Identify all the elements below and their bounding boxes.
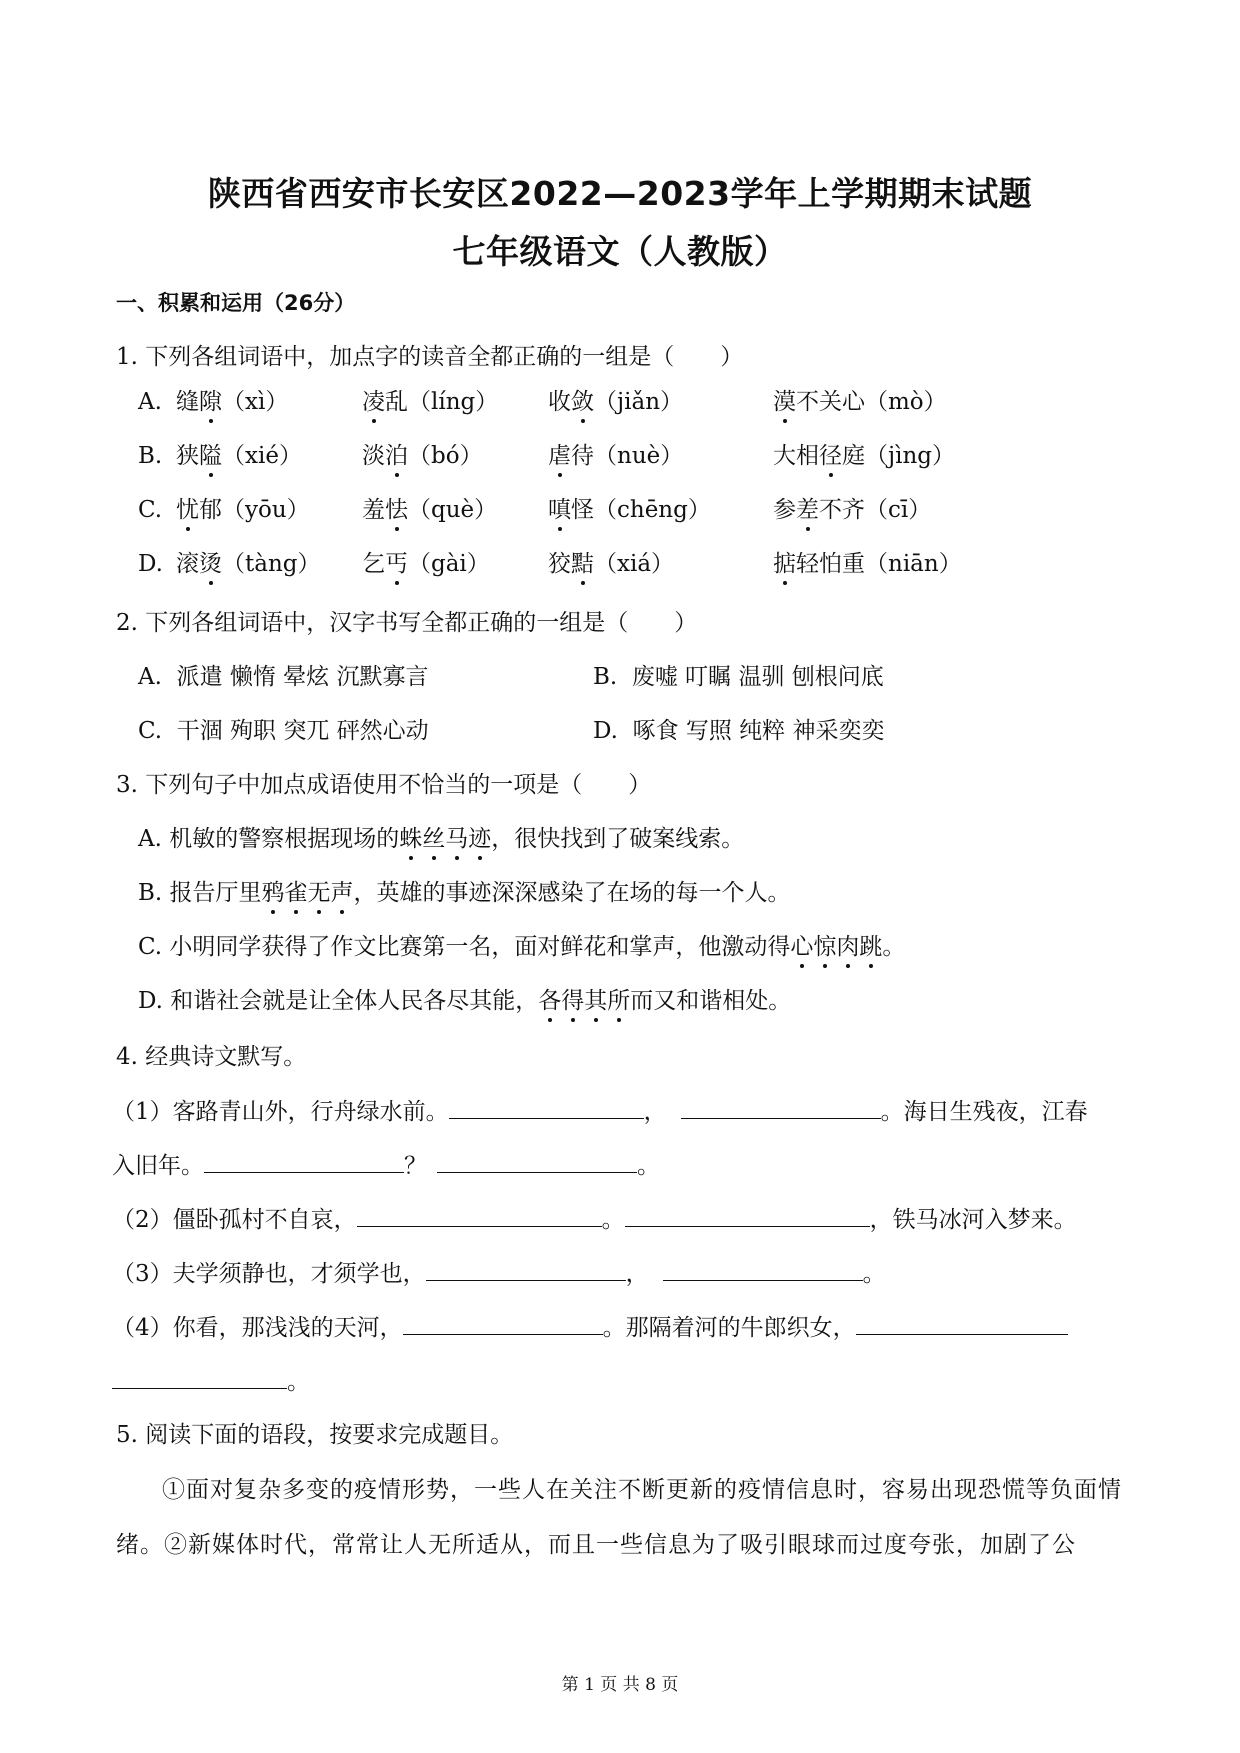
- word-part: 轻怕重: [796, 551, 865, 577]
- question-1-word: [773, 387, 947, 417]
- poem-text: 。海日生残夜，江春: [880, 1099, 1088, 1125]
- dotted-character: 忧: [176, 497, 199, 523]
- question-1-option-letter: D.: [138, 551, 163, 577]
- question-5-stem: 5. 阅读下面的语段，按要求完成题目。: [116, 1422, 514, 1448]
- word-part: 狭: [176, 443, 199, 469]
- poem-text: （2）僵卧孤村不自哀，: [112, 1207, 357, 1233]
- word-part: 羞: [362, 497, 385, 523]
- dotted-character: 跳: [859, 934, 883, 960]
- dotted-character: 黠: [571, 551, 594, 577]
- answer-blank[interactable]: [204, 1150, 404, 1173]
- option-text: 机敏的警察根据现场的: [169, 826, 400, 852]
- pinyin-annotation: （niān）: [865, 551, 962, 577]
- exam-subtitle: 七年级语文（人教版）: [452, 232, 788, 271]
- dotted-character: 径: [819, 443, 842, 469]
- pinyin-annotation: （què）: [408, 497, 498, 523]
- pinyin-annotation: （jìng）: [865, 443, 956, 469]
- dotted-character: 嗔: [548, 497, 571, 523]
- pinyin-annotation: （yōu）: [222, 497, 310, 523]
- word-part: 乞: [362, 551, 385, 577]
- dotted-idiom: [538, 988, 630, 1014]
- option-text: 和谐社会就是让全体人民各尽其能，: [170, 988, 539, 1014]
- question-1-option-letter: B.: [138, 443, 163, 469]
- dotted-character: 丐: [385, 551, 408, 577]
- option-text: 干涸 殉职 突兀 砰然心动: [176, 718, 429, 744]
- poem-item-3: [112, 1258, 886, 1289]
- question-3-option-b: [138, 878, 791, 908]
- option-letter: A.: [138, 664, 162, 690]
- question-1-word: [176, 549, 321, 579]
- word-part: 郁: [199, 497, 222, 523]
- dotted-character: 泊: [385, 443, 408, 469]
- dotted-character: 虐: [548, 443, 571, 469]
- dotted-character: 雀: [284, 880, 308, 906]
- question-2-option-a: [138, 662, 428, 692]
- pinyin-annotation: （tàng）: [222, 551, 321, 577]
- question-2-option-d: [593, 716, 885, 746]
- question-4-stem: 4. 经典诗文默写。: [116, 1044, 307, 1070]
- pinyin-annotation: （bó）: [408, 443, 483, 469]
- dotted-character: 心: [790, 934, 814, 960]
- word-part: 怪: [571, 497, 594, 523]
- option-letter: C.: [138, 934, 163, 960]
- poem-text: 入旧年。: [112, 1153, 204, 1179]
- pinyin-annotation: （gài）: [408, 551, 490, 577]
- option-letter: B.: [138, 880, 163, 906]
- option-text: ，很快找到了破案线索。: [491, 826, 745, 852]
- answer-blank[interactable]: [437, 1150, 637, 1173]
- option-text: 而又和谐相处。: [630, 988, 792, 1014]
- answer-blank[interactable]: [357, 1204, 602, 1227]
- dotted-character: 声: [330, 880, 354, 906]
- question-1-option-letter: C.: [138, 497, 163, 523]
- question-2-stem: 2. 下列各组词语中，汉字书写全都正确的一组是（ ）: [116, 610, 698, 636]
- answer-blank[interactable]: [681, 1096, 881, 1119]
- dotted-character: 无: [307, 880, 331, 906]
- poem-text: （4）你看，那浅浅的天河，: [112, 1315, 403, 1341]
- poem-text: （3）夫学须静也，才须学也，: [112, 1261, 426, 1287]
- pinyin-annotation: （mò）: [865, 389, 947, 415]
- dotted-character: 马: [445, 826, 469, 852]
- dotted-character: 掂: [773, 551, 796, 577]
- word-part: 参: [773, 497, 796, 523]
- pinyin-annotation: （chēng）: [594, 497, 711, 523]
- pinyin-annotation: （líng）: [408, 389, 499, 415]
- dotted-idiom: [262, 880, 354, 906]
- page-number: 第 1 页 共 8 页: [561, 1675, 679, 1695]
- dotted-character: 敛: [571, 389, 594, 415]
- dotted-character: 鸦: [261, 880, 285, 906]
- dotted-character: 怯: [385, 497, 408, 523]
- poem-text: ，: [625, 1261, 649, 1287]
- question-1-word: [548, 549, 674, 579]
- option-letter: B.: [593, 664, 618, 690]
- question-1-word: [362, 495, 497, 525]
- word-part: 不关心: [796, 389, 865, 415]
- question-1-option-letter: A.: [138, 389, 162, 415]
- dotted-character: 肉: [836, 934, 860, 960]
- dotted-character: 其: [584, 988, 608, 1014]
- pinyin-annotation: （cī）: [865, 497, 932, 523]
- dotted-character: 所: [607, 988, 631, 1014]
- dotted-character: 丝: [422, 826, 446, 852]
- dotted-idiom: [399, 826, 491, 852]
- word-part: 不齐: [819, 497, 865, 523]
- question-2-option-c: [138, 716, 429, 746]
- question-1-word: [362, 549, 490, 579]
- poem-text: 。: [862, 1261, 886, 1287]
- pinyin-annotation: （nuè）: [594, 443, 684, 469]
- pinyin-annotation: （xié）: [222, 443, 302, 469]
- option-text: 废嘘 叮瞩 温驯 刨根问底: [631, 664, 884, 690]
- question-1-word: [176, 387, 288, 417]
- word-part: 滚: [176, 551, 199, 577]
- word-part: 庭: [842, 443, 865, 469]
- word-part: 乱: [385, 389, 408, 415]
- poem-text: 。: [601, 1207, 625, 1233]
- dotted-character: 凌: [362, 389, 385, 415]
- dotted-character: 迹: [468, 826, 492, 852]
- dotted-idiom: [790, 934, 882, 960]
- option-text: 派遣 懒惰 晕炫 沉默寡言: [176, 664, 429, 690]
- question-1-word: [362, 441, 483, 471]
- dotted-character: 漠: [773, 389, 796, 415]
- word-part: 待: [571, 443, 594, 469]
- dotted-character: 隘: [199, 443, 222, 469]
- option-text: ，英雄的事迹深深感染了在场的每一个人。: [353, 880, 791, 906]
- option-text: 啄食 写照 纯粹 神采奕奕: [632, 718, 885, 744]
- question-1-word: [548, 387, 683, 417]
- question-1-word: [548, 441, 683, 471]
- question-1-word: [773, 495, 931, 525]
- pinyin-annotation: （jiǎn）: [594, 389, 684, 415]
- poem-text: ？: [404, 1153, 427, 1179]
- question-3-option-d: [138, 986, 791, 1016]
- answer-blank[interactable]: [112, 1366, 287, 1389]
- word-part: 收: [548, 389, 571, 415]
- question-1-word: [176, 495, 310, 525]
- answer-blank[interactable]: [663, 1258, 863, 1281]
- question-2-option-b: [593, 662, 884, 692]
- answer-blank[interactable]: [426, 1258, 626, 1281]
- word-part: 淡: [362, 443, 385, 469]
- word-part: 狡: [548, 551, 571, 577]
- answer-blank[interactable]: [856, 1312, 1068, 1335]
- poem-text: ，: [643, 1099, 667, 1125]
- poem-item-2: [112, 1204, 1077, 1235]
- dotted-character: 惊: [813, 934, 837, 960]
- question-3-stem: 3. 下列句子中加点成语使用不恰当的一项是（ ）: [116, 772, 652, 798]
- option-letter: A.: [138, 826, 162, 852]
- word-part: 大相: [773, 443, 819, 469]
- pinyin-annotation: （xì）: [222, 389, 289, 415]
- poem-text: 。: [287, 1369, 310, 1395]
- poem-text: 。那隔着河的牛郎织女，: [602, 1315, 856, 1341]
- pinyin-annotation: （xiá）: [594, 551, 675, 577]
- question-3-option-a: [138, 824, 744, 854]
- question-1-word: [773, 441, 955, 471]
- dotted-character: 各: [538, 988, 562, 1014]
- poem-item-1-line-1: [112, 1096, 1088, 1127]
- poem-text: （1）客路青山外，行舟绿水前。: [112, 1099, 449, 1125]
- dotted-character: 差: [796, 497, 819, 523]
- question-1-stem: 1. 下列各组词语中，加点字的读音全都正确的一组是（ ）: [116, 344, 744, 370]
- question-1-word: [773, 549, 962, 579]
- option-letter: D.: [593, 718, 618, 744]
- option-text: 报告厅里: [169, 880, 262, 906]
- poem-text: 。: [637, 1153, 660, 1179]
- option-text: 小明同学获得了作文比赛第一名，面对鲜花和掌声，他激动得: [169, 934, 791, 960]
- section-heading: 一、积累和运用（26分）: [116, 291, 356, 315]
- question-1-word: [176, 441, 302, 471]
- question-3-option-c: [138, 932, 905, 962]
- dotted-character: 得: [561, 988, 585, 1014]
- option-letter: D.: [138, 988, 163, 1014]
- option-text: 。: [882, 934, 906, 960]
- question-1-word: [362, 387, 498, 417]
- dotted-character: 烫: [199, 551, 222, 577]
- dotted-character: 隙: [199, 389, 222, 415]
- poem-item-4-line-1: [112, 1312, 1068, 1343]
- answer-blank[interactable]: [403, 1312, 603, 1335]
- exam-title: 陕西省西安市长安区2022—2023学年上学期期末试题: [207, 174, 1033, 213]
- poem-item-4-line-2: [112, 1366, 310, 1397]
- dotted-character: 蛛: [399, 826, 423, 852]
- reading-paragraph: ①面对复杂多变的疫情形势，一些人在关注不断更新的疫情信息时，容易出现恐慌等负面情绪。②新媒体时代，常常让人无所适从，而且一些信息为了吸引眼球而过度夸张，加剧了公: [116, 1477, 1122, 1558]
- answer-blank[interactable]: [625, 1204, 870, 1227]
- word-part: 缝: [176, 389, 199, 415]
- option-letter: C.: [138, 718, 163, 744]
- poem-text: ，铁马冰河入梦来。: [869, 1207, 1077, 1233]
- question-1-word: [548, 495, 711, 525]
- poem-item-1-line-2: [112, 1150, 660, 1181]
- answer-blank[interactable]: [449, 1096, 644, 1119]
